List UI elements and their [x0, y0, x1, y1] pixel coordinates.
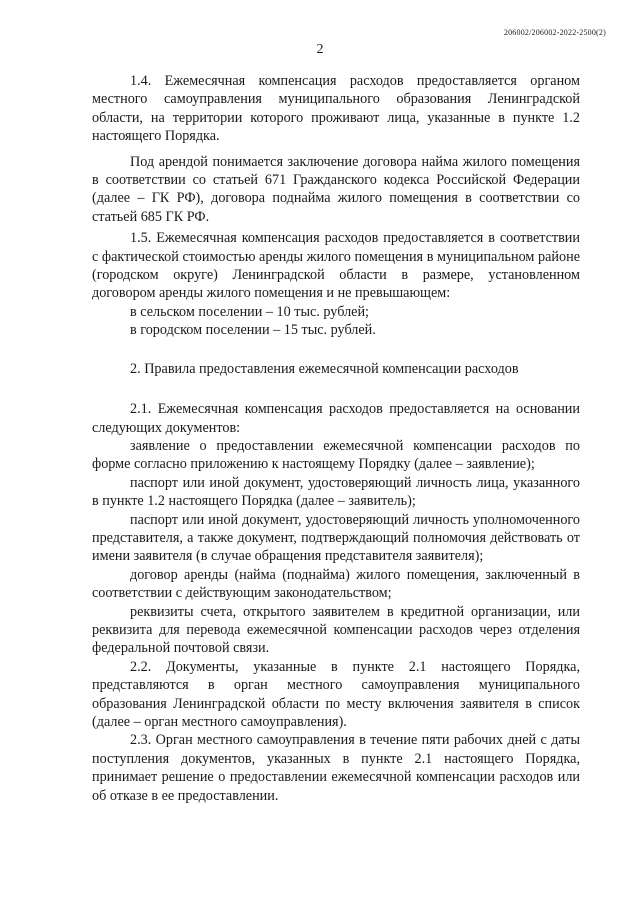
document-id: 206002/206002-2022-2500(2)	[503, 28, 606, 37]
document-body	[92, 72, 580, 805]
page-number: 2	[316, 42, 324, 57]
list-item-rural: в сельском поселении – 10 тыс. рублей;	[130, 303, 369, 320]
list-item-account-details: реквизиты счета, открытого заявителем в кредитной организации, или реквизита для перевода ежемесячной компенсации расходов через отделения федеральной почтовой связи.	[92, 603, 580, 657]
list-item-representative-passport: паспорт или иной документ, удостоверяющий личность уполномоченного представителя, а также документ, подтверждающий полномочия действовать от имени заявителя (в случае обращения представителя заявителя);	[92, 511, 580, 565]
list-item-passport: паспорт или иной документ, удостоверяющий личность лица, указанного в пункте 1.2 настоящего Порядка (далее – заявитель);	[92, 474, 580, 510]
paragraph-2-2: 2.2. Документы, указанные в пункте 2.1 настоящего Порядка, представляются в орган местного самоуправления муниципального образования Ленинградской области по месту включения заявителя в список (далее – орган местного самоуправления).	[92, 658, 580, 730]
paragraph-1-4: 1.4. Ежемесячная компенсация расходов предоставляется органом местного самоуправления муниципального образования Ленинградской области, на территории которого проживают лица, указанные в пункте 1.2 настоящего Порядка.	[92, 73, 580, 145]
paragraph-2-1: 2.1. Ежемесячная компенсация расходов предоставляется на основании следующих документов:	[92, 401, 580, 436]
paragraph-2-3: 2.3. Орган местного самоуправления в течение пяти рабочих дней с даты поступления документов, указанных в пункте 2.1 настоящего Порядка, принимает решение о предоставлении ежемесячной компенсации расходов или об отказе в ее предоставлении.	[92, 732, 580, 804]
list-item-urban: в городском поселении – 15 тыс. рублей.	[130, 322, 376, 339]
paragraph-rent-definition: Под арендой понимается заключение договора найма жилого помещения в соответствии со статьей 671 Гражданского кодекса Российской Федерации (далее – ГК РФ), договора поднайма жилого помещения в соответствии со статьей 685 ГК РФ.	[92, 153, 580, 225]
section-heading: 2. Правила предоставления ежемесячной компенсации расходов	[130, 360, 519, 377]
paragraph-1-5: 1.5. Ежемесячная компенсация расходов предоставляется в соответствии с фактической стоимостью аренды жилого помещения в муниципальном районе (городском округе) Ленинградской области в размере, установленном договором аренды жилого помещения и не превышающем:	[92, 230, 580, 302]
list-item-application: заявление о предоставлении ежемесячной компенсации расходов по форме согласно приложению к настоящему Порядку (далее – заявление);	[92, 437, 580, 473]
list-item-lease-agreement: договор аренды (найма (поднайма) жилого помещения, заключенный в соответствии с действующим законодательством;	[92, 566, 580, 602]
